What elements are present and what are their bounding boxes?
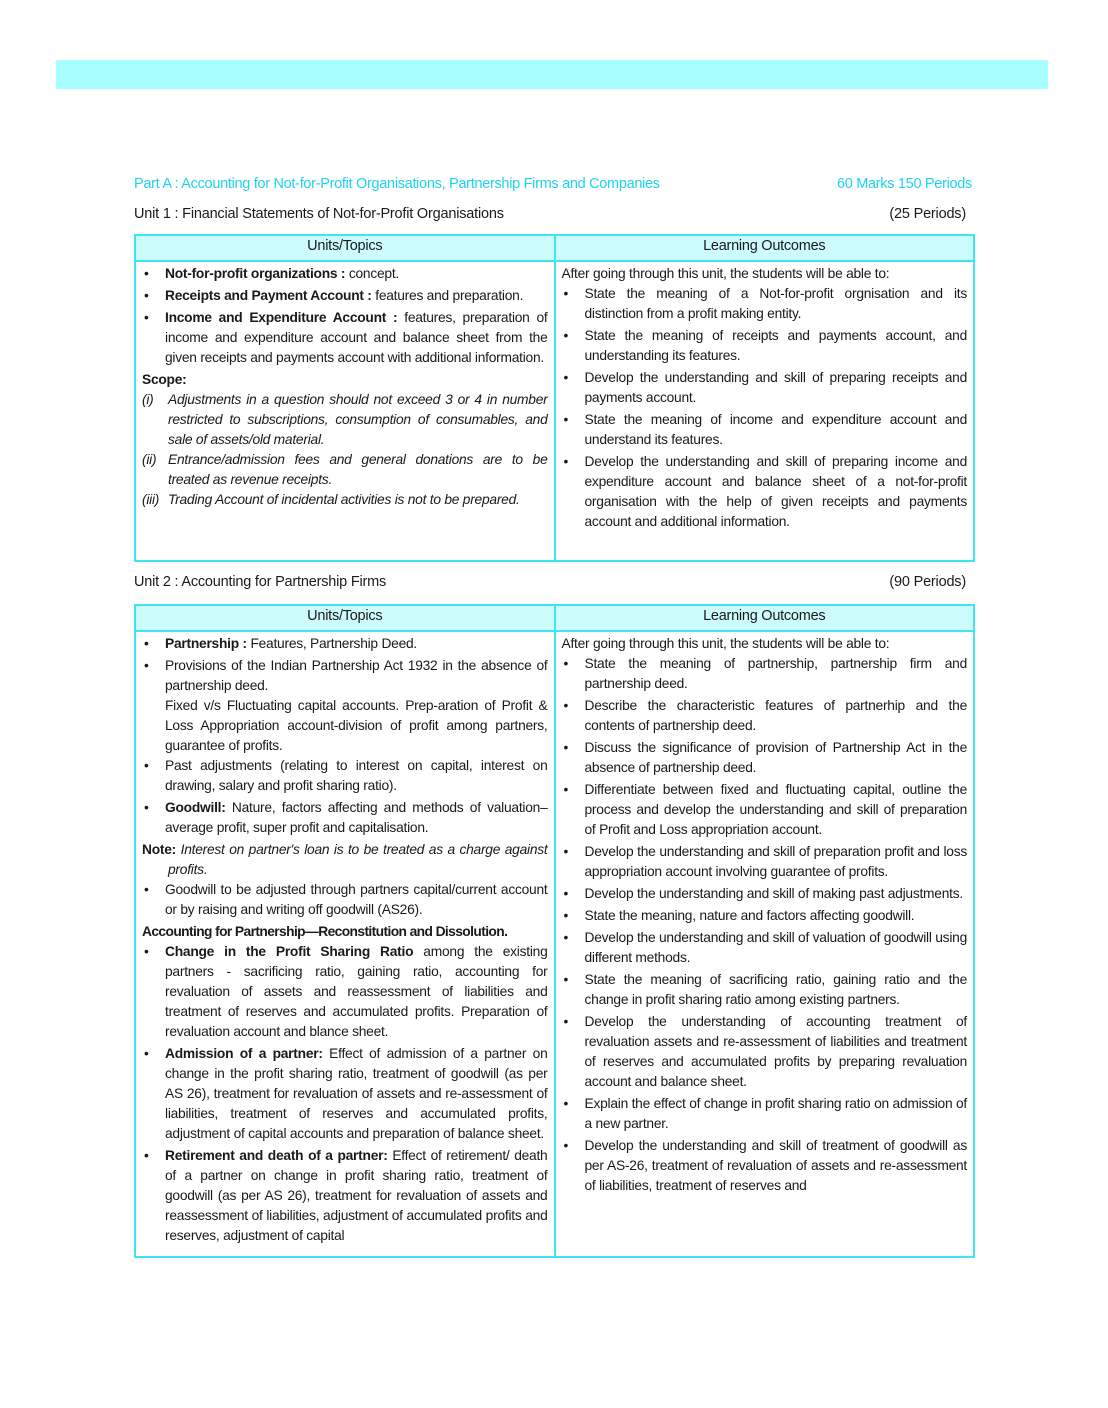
list-item: • State the meaning, nature and factors affecting goodwill. xyxy=(562,906,968,926)
list-item: • State the meaning of a Not-for-profit orgnisation and its distinction from a profit making entity. xyxy=(562,284,968,324)
list-item: • Differentiate between fixed and fluctuating capital, outline the process and develop the understanding and skill of preparation of Profit and Loss appropriation account. xyxy=(562,780,968,840)
list-item: • Goodwill: Nature, factors affecting and methods of valuation–average profit, super profit and capitalisation. xyxy=(142,798,548,838)
list-item: • State the meaning of partnership, partnership firm and partnership deed. xyxy=(562,654,968,694)
list-item: • Describe the characteristic features of partnerhip and the contents of partnership deed. xyxy=(562,696,968,736)
list-item: • Explain the effect of change in profit sharing ratio on admission of a new partner. xyxy=(562,1094,968,1134)
list-item: • Past adjustments (relating to interest on capital, interest on drawing, salary and profit sharing ratio). xyxy=(142,756,548,796)
section-heading: Accounting for Partnership—Reconstitution and Dissolution. xyxy=(142,924,508,939)
unit1-heading xyxy=(134,206,966,222)
list-item: • Retirement and death of a partner: Effect of retirement/ death of a partner on change in profit sharing ratio, treatment of goodwill (as per AS 26), treatment for revaluation of assets and reassessment of liabilities, adjustment of accumulated profits and reserves, adjustment of capital xyxy=(142,1146,548,1246)
list-item: • Develop the understanding and skill of making past adjustments. xyxy=(562,884,968,904)
part-title: Part A : Accounting for Not-for-Profit Organisations, Partnership Firms and Companies xyxy=(134,176,660,192)
list-item: • Develop the understanding and skill of valuation of goodwill using different methods. xyxy=(562,928,968,968)
scope-label: Scope: xyxy=(142,372,187,387)
list-item: • Change in the Profit Sharing Ratio among the existing partners - sacrificing ratio, gaining ratio, accounting for revaluation of assets and reassessment of liabilities and treatment of reserves and accumulated profits. Preparation of revaluation account and blance sheet. xyxy=(142,942,548,1042)
unit2-periods: (90 Periods) xyxy=(889,574,966,590)
unit2-outcomes-cell xyxy=(555,631,975,1257)
list-item: • Goodwill to be adjusted through partners capital/current account or by raising and writing off goodwill (AS26). xyxy=(142,880,548,920)
header-band xyxy=(56,60,1048,89)
list-item: • Receipts and Payment Account : features and preparation. xyxy=(142,286,548,306)
list-item: • Partnership : Features, Partnership Deed. xyxy=(142,634,548,654)
list-item: • Develop the understanding and skill of treatment of goodwill as per AS-26, treatment of revaluation of assets and re-assessment of liabilities, treatment of reserves and xyxy=(562,1136,968,1196)
outcomes-intro: After going through this unit, the students will be able to: xyxy=(561,636,890,651)
note: Note: Interest on partner's loan is to be treated as a charge against profits. xyxy=(142,842,548,877)
unit1-outcomes-cell xyxy=(555,261,975,561)
list-item: • Develop the understanding of accounting treatment of revaluation assets and re-assessment of liabilities and treatment of reserves and accumulated profits by preparing revaluation account and balance sheet. xyxy=(562,1012,968,1092)
list-item: • Provisions of the Indian Partnership Act 1932 in the absence of partnership deed. xyxy=(142,656,548,696)
list-item: • State the meaning of sacrificing ratio, gaining ratio and the change in profit sharing ratio among existing partners. xyxy=(562,970,968,1010)
list-item: • Develop the understanding and skill of preparation profit and loss appropriation account involving guarantee of profits. xyxy=(562,842,968,882)
list-item: • Develop the understanding and skill of preparing income and expenditure account and balance sheet of a not-for-profit organisation with the help of given receipts and payments account and additional information. xyxy=(562,452,968,532)
unit2-title: Unit 2 : Accounting for Partnership Firms xyxy=(134,574,387,590)
list-item: • Not-for-profit organizations : concept. xyxy=(142,264,548,284)
list-item: • State the meaning of income and expenditure account and understand its features. xyxy=(562,410,968,450)
col-header-topics: Units/Topics xyxy=(135,235,555,261)
col-header-topics: Units/Topics xyxy=(135,605,555,631)
unit1-title: Unit 1 : Financial Statements of Not-for-Profit Organisations xyxy=(134,206,504,222)
scope-item: (iii) Trading Account of incidental activities is not to be prepared. xyxy=(142,492,520,507)
unit1-periods: (25 Periods) xyxy=(889,206,966,222)
list-item: • Develop the understanding and skill of preparing receipts and payments account. xyxy=(562,368,968,408)
outcomes-intro: After going through this unit, the students will be able to: xyxy=(561,266,890,281)
unit2-topics-cell xyxy=(135,631,555,1257)
unit1-topics-cell xyxy=(135,261,555,561)
col-header-outcomes: Learning Outcomes xyxy=(555,235,975,261)
list-item: • State the meaning of receipts and payments account, and understanding its features. xyxy=(562,326,968,366)
list-item: • Discuss the significance of provision of Partnership Act in the absence of partnership deed. xyxy=(562,738,968,778)
unit2-table xyxy=(134,604,975,1258)
unit2-heading xyxy=(134,574,966,590)
list-item-continued: Fixed v/s Fluctuating capital accounts. Prep-aration of Profit & Loss Appropriation account-division of profit among partners, guarantee of profits. xyxy=(165,698,548,753)
col-header-outcomes: Learning Outcomes xyxy=(555,605,975,631)
part-heading xyxy=(134,176,972,192)
unit1-table xyxy=(134,234,975,562)
list-item: • Income and Expenditure Account : features, preparation of income and expenditure account and balance sheet from the given receipts and payments account with additional information. xyxy=(142,308,548,368)
scope-item: (i) Adjustments in a question should not exceed 3 or 4 in number restricted to subscriptions, consumption of consumables, and sale of assets/old material. xyxy=(142,392,548,447)
part-marks: 60 Marks 150 Periods xyxy=(836,176,972,192)
list-item: • Admission of a partner: Effect of admission of a partner on change in the profit sharing ratio, treatment of goodwill (as per AS 26), treatment for revaluation of assets and re-assessment of liabilities, treatment of reserves and accumulated profits, adjustment of capital accounts and preparation of balance sheet. xyxy=(142,1044,548,1144)
scope-item: (ii) Entrance/admission fees and general donations are to be treated as revenue receipts. xyxy=(142,452,548,487)
